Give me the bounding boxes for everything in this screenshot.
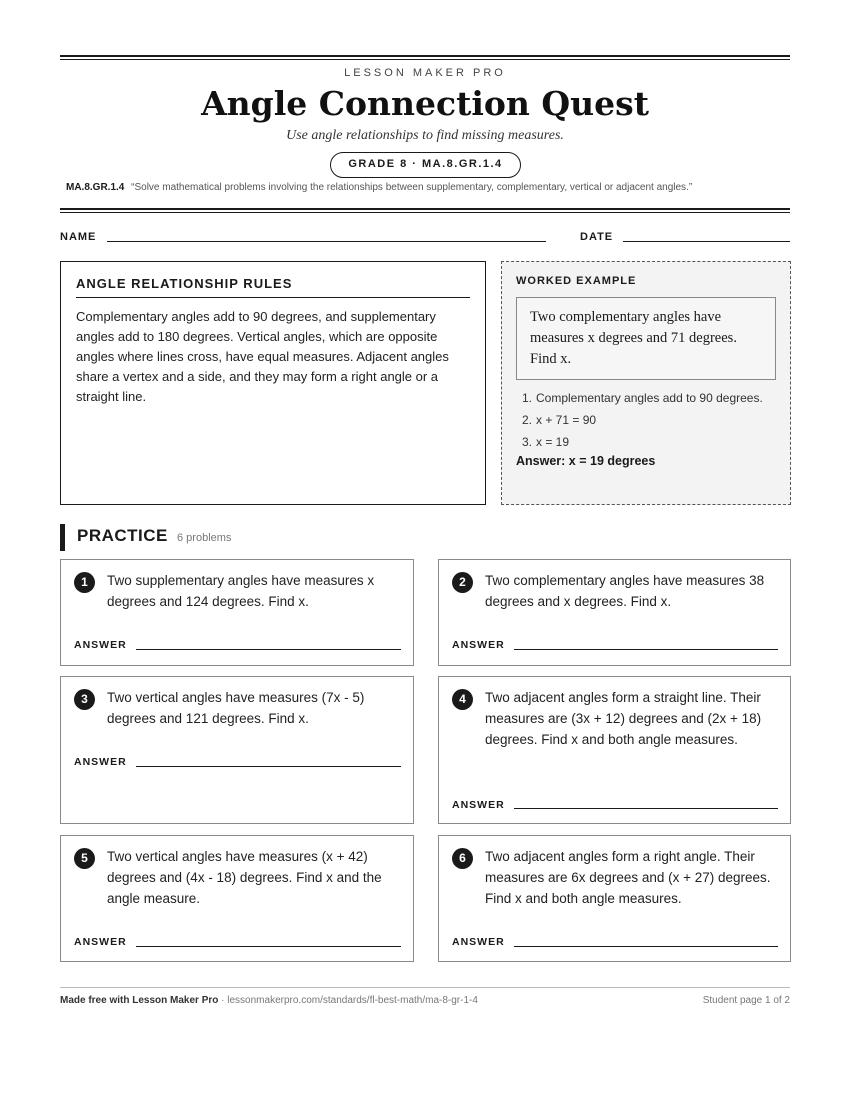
rules-heading: ANGLE RELATIONSHIP RULES <box>76 276 470 298</box>
answer-label: ANSWER <box>452 799 505 811</box>
worked-example-problem: Two complementary angles have measures x degrees and 71 degrees. Find x. <box>516 297 776 380</box>
worked-example-step: 2. x + 71 = 90 <box>521 413 597 427</box>
problem-card-5 <box>60 835 414 962</box>
problem-number: 6 <box>452 848 473 869</box>
rules-body: Complementary angles add to 90 degrees, and supplementary angles add to 180 degrees. Vertical angles, which are opposite angles where lines cross, have equal measures. Adjacent angles share a vertex and a side, and they may form a right angle or a straight line. <box>76 309 449 404</box>
problem-number: 4 <box>452 689 473 710</box>
page-subtitle: Use angle relationships to find missing measures. <box>286 128 564 143</box>
problem-card-6 <box>438 835 791 962</box>
brand-name: LESSON MAKER PRO <box>344 67 506 79</box>
worked-example-panel <box>501 261 791 505</box>
problem-text: Two supplementary angles have measures x degrees and 124 degrees. Find x. <box>107 573 375 609</box>
problem-number: 3 <box>74 689 95 710</box>
answer-field[interactable] <box>136 766 401 767</box>
date-field[interactable] <box>623 241 790 242</box>
problem-number: 2 <box>452 572 473 593</box>
problem-number: 1 <box>74 572 95 593</box>
footer-page-number: Student page 1 of 2 <box>702 995 790 1006</box>
problem-card-2 <box>438 559 791 666</box>
practice-accent-bar <box>60 524 65 551</box>
problem-text: Two adjacent angles form a right angle. Their measures are 6x degrees and (x + 27) degrees. Find x and both angle measures. <box>485 849 771 906</box>
answer-field[interactable] <box>514 649 778 650</box>
worked-example-heading: WORKED EXAMPLE <box>516 275 637 287</box>
standard-code: MA.8.GR.1.4 <box>66 182 125 193</box>
worked-example-step: 1. Complementary angles add to 90 degrees. <box>521 391 763 405</box>
header-bottom-rule <box>60 208 790 213</box>
page-title: Angle Connection Quest <box>201 84 649 123</box>
answer-field[interactable] <box>136 946 401 947</box>
worked-example-step: 3. x = 19 <box>521 435 570 449</box>
problem-text: Two complementary angles have measures 38 degrees and x degrees. Find x. <box>485 573 765 609</box>
answer-label: ANSWER <box>74 639 127 651</box>
footer-url[interactable]: · lessonmakerpro.com/standards/fl-best-math/ma-8-gr-1-4 <box>218 995 478 1006</box>
problem-text: Two vertical angles have measures (x + 42) degrees and (4x - 18) degrees. Find x and the angle measure. <box>107 849 382 906</box>
problem-text: Two adjacent angles form a straight line. Their measures are (3x + 12) degrees and (2x + 18) degrees. Find x and both angle measures. <box>485 690 762 747</box>
problem-number: 5 <box>74 848 95 869</box>
answer-label: ANSWER <box>452 639 505 651</box>
worked-example-steps <box>516 388 776 452</box>
rules-panel <box>60 261 486 505</box>
problem-text: Two vertical angles have measures (7x - 5) degrees and 121 degrees. Find x. <box>107 690 365 726</box>
worked-example-answer: Answer: x = 19 degrees <box>516 454 656 468</box>
practice-count: 6 problems <box>177 532 232 544</box>
answer-label: ANSWER <box>452 936 505 948</box>
name-field[interactable] <box>107 241 546 242</box>
standard-text: “Solve mathematical problems involving the relationships between supplementary, complementary, vertical or adjacent angles.” <box>131 182 693 193</box>
date-label: DATE <box>580 231 614 243</box>
grade-badge: GRADE 8 · MA.8.GR.1.4 <box>330 152 521 178</box>
standard-description <box>66 182 796 193</box>
answer-field[interactable] <box>136 649 401 650</box>
practice-title: PRACTICE <box>77 526 168 545</box>
answer-field[interactable] <box>514 946 778 947</box>
problem-card-1 <box>60 559 414 666</box>
header-top-rule <box>60 55 790 60</box>
answer-field[interactable] <box>514 808 778 809</box>
answer-label: ANSWER <box>74 756 127 768</box>
problem-card-4 <box>438 676 791 824</box>
footer-divider <box>60 987 790 988</box>
footer-credit <box>60 995 478 1006</box>
name-label: NAME <box>60 231 97 243</box>
footer-made-with: Made free with Lesson Maker Pro <box>60 995 219 1006</box>
answer-label: ANSWER <box>74 936 127 948</box>
problem-card-3 <box>60 676 414 824</box>
